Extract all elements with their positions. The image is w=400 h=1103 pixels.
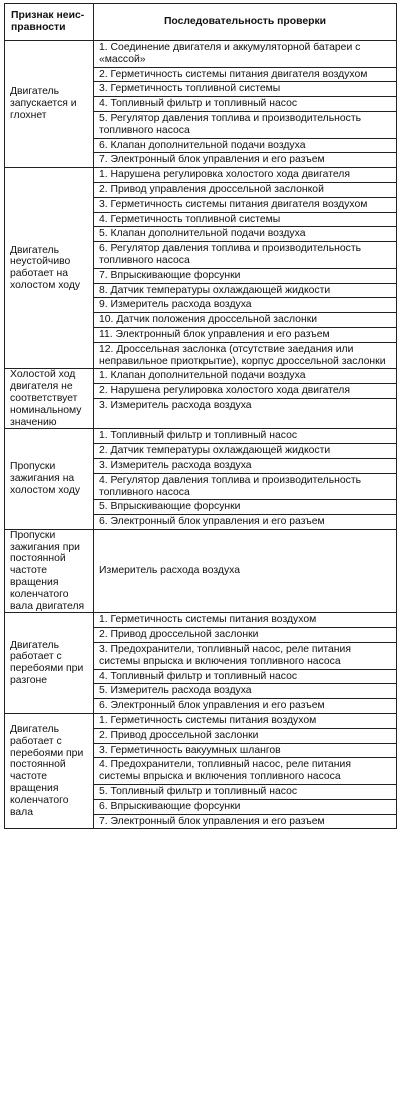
- check-item: 6. Впрыскивающие форсунки: [94, 800, 396, 815]
- check-item: 4. Топливный фильтр и топливный насос: [94, 97, 396, 112]
- symptom-cell: Пропуски зажигания на холостом ходу: [5, 429, 94, 530]
- check-item: 1. Нарушена регулировка холостого хода двигателя: [94, 168, 396, 183]
- symptom-cell: Холостой ход двигателя не соответствует номинальному значению: [5, 369, 94, 429]
- checks-cell: [94, 429, 397, 530]
- checks-cell: [94, 41, 397, 168]
- check-item: 1. Топливный фильтр и топливный насос: [94, 429, 396, 444]
- symptom-cell: Двигатель работает с перебоями при постоянной частоте вращения коленчатого вала: [5, 714, 94, 829]
- check-item: 1. Клапан дополнительной подачи воздуха: [94, 369, 396, 384]
- check-item: 2. Привод дроссельной заслонки: [94, 628, 396, 643]
- check-item: 9. Измеритель расхода воздуха: [94, 298, 396, 313]
- table-header-row: [5, 4, 397, 41]
- check-item: 3. Герметичность вакуумных шлангов: [94, 744, 396, 759]
- check-item: 5. Измеритель расхода воздуха: [94, 684, 396, 699]
- checks-cell: [94, 369, 397, 429]
- check-item: 2. Датчик температуры охлаждающей жидкости: [94, 444, 396, 459]
- table-row: [5, 429, 397, 530]
- check-item: 2. Нарушена регулировка холостого хода двигателя: [94, 384, 396, 399]
- check-item: 7. Впрыскивающие форсунки: [94, 269, 396, 284]
- check-item: 8. Датчик температуры охлаждающей жидкости: [94, 284, 396, 299]
- check-item: 3. Предохранители, топливный насос, реле питания системы впрыска и включения топливного насоса: [94, 643, 396, 670]
- check-item: 1. Герметичность системы питания воздухом: [94, 613, 396, 628]
- checks-cell: [94, 714, 397, 829]
- check-item: 7. Электронный блок управления и его разъем: [99, 154, 325, 166]
- check-item: 2. Привод дроссельной заслонки: [94, 729, 396, 744]
- checks-cell: [94, 168, 397, 369]
- table-row: [5, 369, 397, 429]
- check-item: 5. Регулятор давления топлива и производительность топливного насоса: [94, 112, 396, 139]
- table-row: [5, 714, 397, 829]
- diagnostic-table: [4, 3, 397, 829]
- table-row: [5, 613, 397, 714]
- table-row: [5, 168, 397, 369]
- check-item: 2. Герметичность системы питания двигателя воздухом: [94, 68, 396, 83]
- check-item: 3. Герметичность системы питания двигателя воздухом: [94, 198, 396, 213]
- check-item: 4. Регулятор давления топлива и производительность топливного насоса: [94, 474, 396, 501]
- check-item: 3. Герметичность топливной системы: [94, 82, 396, 97]
- symptom-cell: Двигатель неустойчиво работает на холостом ходу: [5, 168, 94, 369]
- table-row: [5, 41, 397, 168]
- check-item: 5. Клапан дополнительной подачи воздуха: [94, 227, 396, 242]
- check-item: 1. Соединение двигателя и аккумуляторной батареи с «массой»: [94, 41, 396, 68]
- check-item: 12. Дроссельная заслонка (отсутствие заедания или неправильное приоткрытие), корпус дроссельной заслонки: [99, 343, 386, 367]
- check-item: 4. Предохранители, топливный насос, реле питания системы впрыска и включения топливного насоса: [94, 758, 396, 785]
- check-item: 4. Герметичность топливной системы: [94, 213, 396, 228]
- check-item: 5. Топливный фильтр и топливный насос: [94, 785, 396, 800]
- check-item: 11. Электронный блок управления и его разъем: [94, 328, 396, 343]
- table-body: [5, 41, 397, 829]
- check-item: 6. Клапан дополнительной подачи воздуха: [94, 139, 396, 154]
- check-item: 3. Измеритель расхода воздуха: [99, 399, 252, 411]
- checks-cell: Измеритель расхода воздуха: [94, 529, 397, 613]
- symptom-cell: Пропуски зажигания при постоянной частоте вращения коленчатого вала двигателя: [5, 529, 94, 613]
- check-item: 1. Герметичность системы питания воздухом: [94, 714, 396, 729]
- check-item: 7. Электронный блок управления и его разъем: [99, 815, 325, 827]
- check-item: 3. Измеритель расхода воздуха: [94, 459, 396, 474]
- check-item: 5. Впрыскивающие форсунки: [94, 500, 396, 515]
- check-item: 6. Электронный блок управления и его разъем: [99, 516, 325, 528]
- header-checks: Последовательность проверки: [94, 4, 397, 41]
- header-symptom: Признак неис-правности: [5, 4, 94, 41]
- symptom-cell: Двигатель запускается и глохнет: [5, 41, 94, 168]
- check-item: 4. Топливный фильтр и топливный насос: [94, 670, 396, 685]
- check-item: 6. Регулятор давления топлива и производительность топливного насоса: [94, 242, 396, 269]
- table-row: [5, 529, 397, 613]
- symptom-cell: Двигатель работает с перебоями при разгоне: [5, 613, 94, 714]
- check-item: 10. Датчик положения дроссельной заслонки: [94, 313, 396, 328]
- check-item: 6. Электронный блок управления и его разъем: [99, 700, 325, 712]
- checks-cell: [94, 613, 397, 714]
- check-item: 2. Привод управления дроссельной заслонкой: [94, 183, 396, 198]
